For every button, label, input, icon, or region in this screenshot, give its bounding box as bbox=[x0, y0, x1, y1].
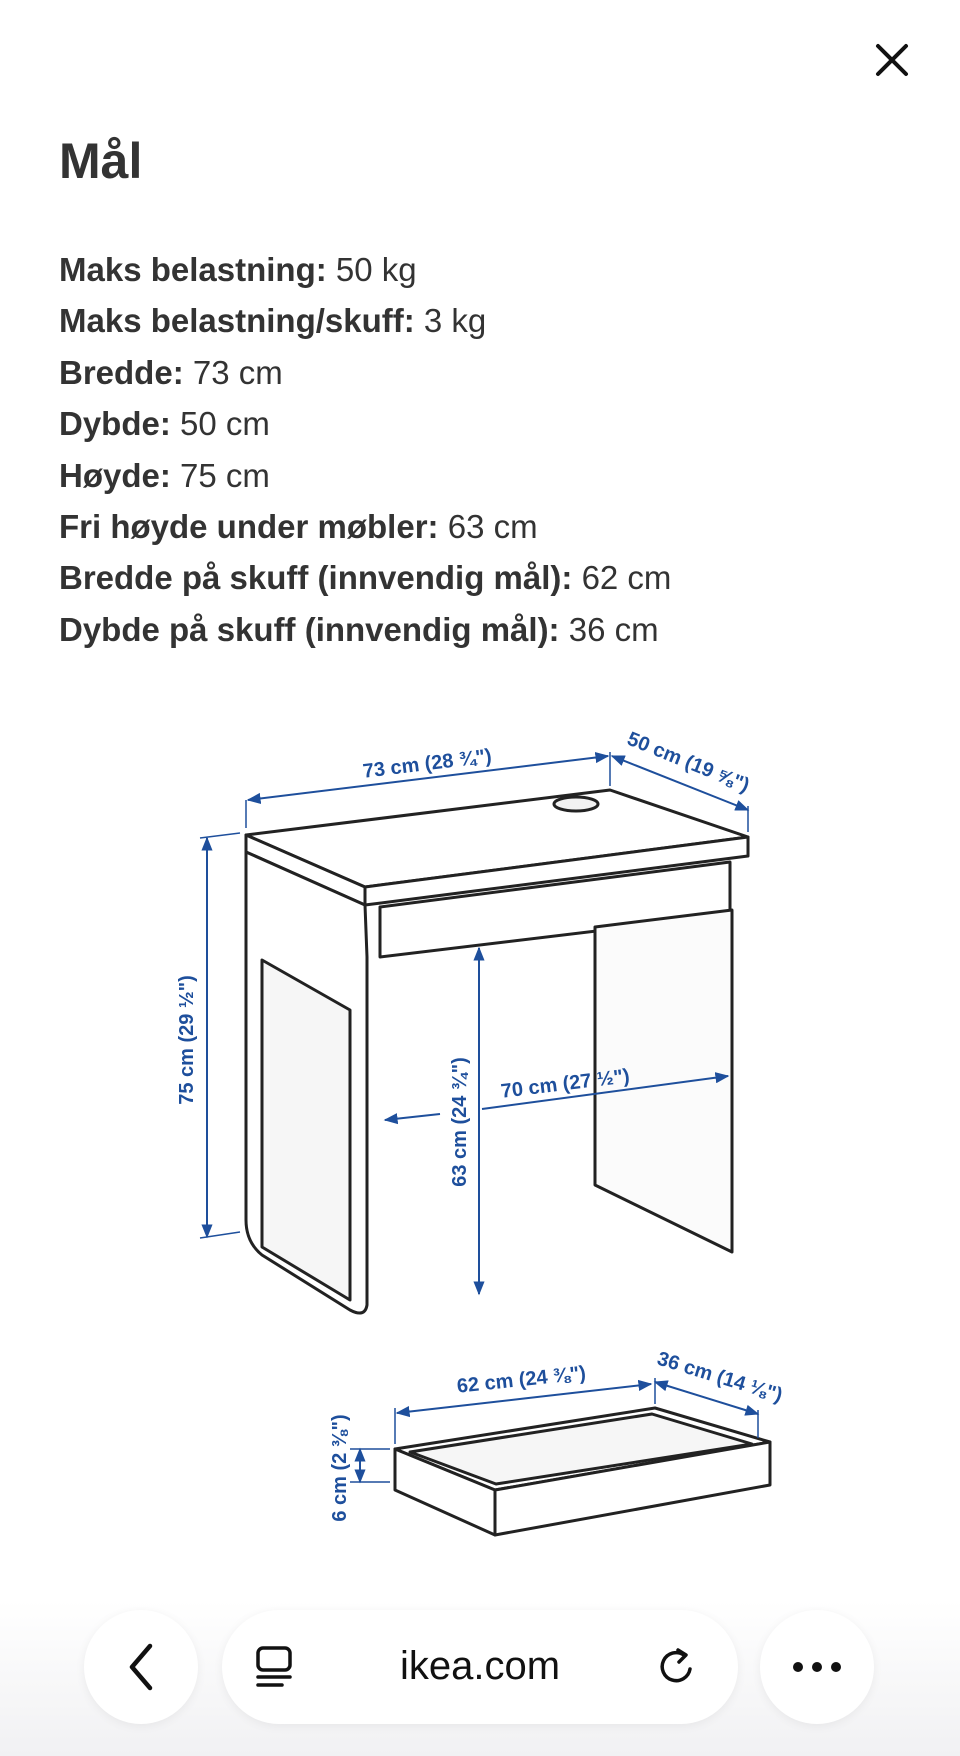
spec-label: Høyde: bbox=[59, 456, 171, 494]
spec-item bbox=[59, 604, 671, 655]
address-bar[interactable] bbox=[222, 1610, 738, 1724]
spec-value: 36 cm bbox=[568, 610, 659, 648]
close-icon bbox=[875, 43, 909, 77]
more-icon bbox=[792, 1661, 842, 1673]
desk-height-label: 75 cm (29 ½") bbox=[176, 975, 198, 1105]
spec-item bbox=[59, 244, 671, 295]
reload-icon bbox=[654, 1644, 700, 1690]
drawer-width-label: 62 cm (24 ⅜") bbox=[455, 1362, 587, 1398]
spec-label: Bredde: bbox=[59, 353, 184, 391]
spec-label: Maks belastning: bbox=[59, 251, 327, 288]
spec-label: Fri høyde under møbler: bbox=[59, 508, 439, 546]
close-button[interactable] bbox=[868, 36, 916, 84]
back-chevron-icon bbox=[124, 1642, 158, 1692]
spec-label: Dybde: bbox=[59, 405, 171, 443]
url-text: ikea.com bbox=[399, 1644, 561, 1688]
more-button[interactable] bbox=[760, 1610, 874, 1724]
spec-list bbox=[59, 244, 671, 655]
desk-illustration bbox=[246, 790, 748, 1313]
spec-value: 3 kg bbox=[423, 302, 487, 340]
spec-item bbox=[59, 450, 671, 501]
spec-item bbox=[59, 398, 671, 449]
spec-item bbox=[59, 552, 671, 603]
clearance-width-label: 70 cm (27 ½") bbox=[499, 1065, 631, 1103]
page-title: Mål bbox=[59, 133, 143, 189]
drawer-height-label: 6 cm (2 ⅜") bbox=[329, 1414, 351, 1522]
spec-item bbox=[59, 347, 671, 398]
dimension-diagram bbox=[0, 700, 960, 1560]
spec-value: 62 cm bbox=[581, 559, 672, 597]
desk-depth-label: 50 cm (19 ⅝") bbox=[624, 727, 753, 797]
spec-value: 63 cm bbox=[447, 508, 538, 546]
clearance-height-label: 63 cm (24 ¾") bbox=[449, 1057, 471, 1187]
drawer-illustration bbox=[395, 1408, 770, 1535]
spec-value: 75 cm bbox=[180, 456, 270, 494]
desk-width-label: 73 cm (28 ¾") bbox=[361, 745, 493, 783]
reload-button[interactable] bbox=[654, 1644, 700, 1690]
spec-label: Dybde på skuff (innvendig mål): bbox=[59, 610, 560, 648]
back-button[interactable] bbox=[84, 1610, 198, 1724]
spec-label: Maks belastning/skuff: bbox=[59, 302, 415, 340]
spec-value: 73 cm bbox=[192, 353, 283, 391]
spec-value: 50 cm bbox=[180, 405, 270, 443]
spec-label: Bredde på skuff (innvendig mål): bbox=[59, 559, 573, 597]
drawer-depth-label: 36 cm (14 ⅛") bbox=[654, 1347, 785, 1407]
spec-item bbox=[59, 295, 671, 346]
spec-item bbox=[59, 501, 671, 552]
spec-value: 50 kg bbox=[335, 251, 417, 288]
